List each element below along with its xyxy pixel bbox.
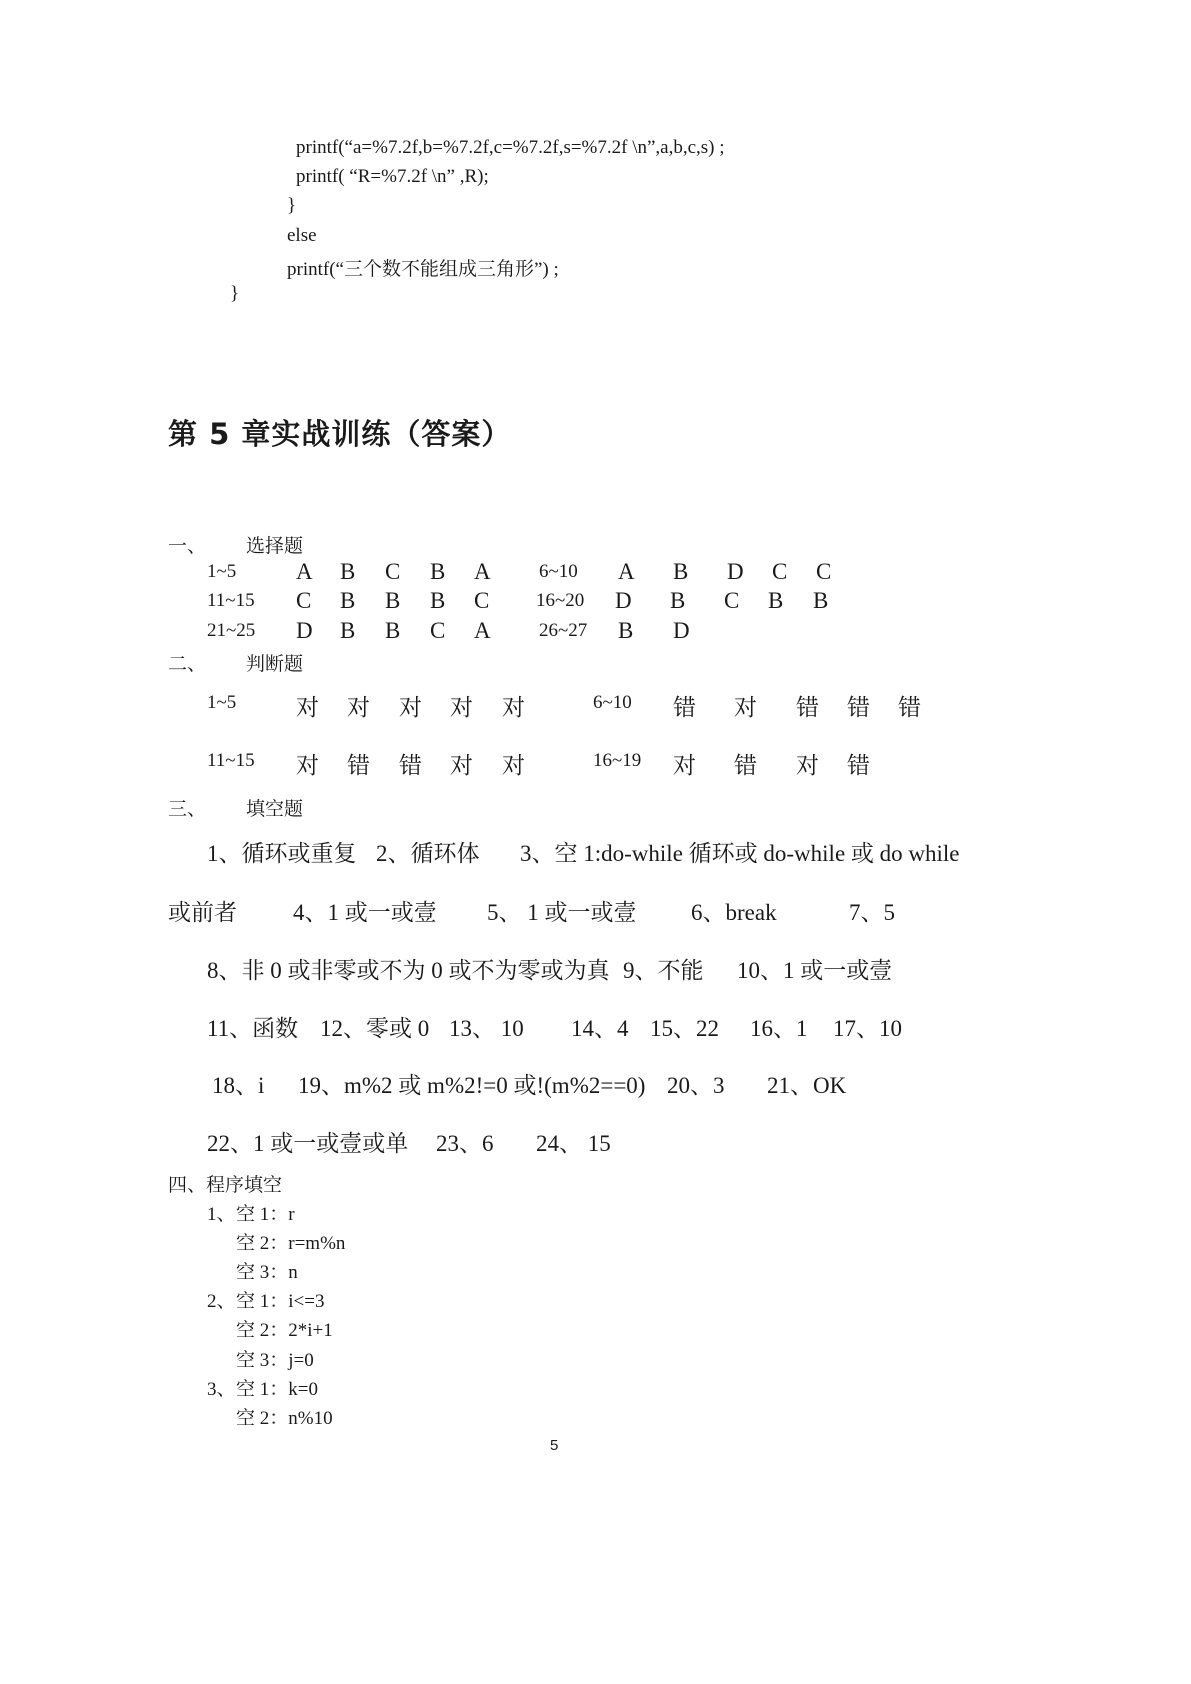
item-number: 2、 bbox=[207, 1291, 236, 1312]
answer: 对 bbox=[296, 753, 319, 778]
fill-answer: 6、break bbox=[691, 900, 777, 925]
answer: D bbox=[615, 588, 632, 613]
answer: 对 bbox=[450, 695, 473, 720]
range-label: 26~27 bbox=[539, 620, 588, 641]
fill-answer: 5、 1 或一或壹 bbox=[487, 900, 637, 925]
range-label: 16~19 bbox=[593, 750, 642, 771]
answer: 错 bbox=[347, 753, 370, 778]
answer: 错 bbox=[898, 695, 921, 720]
fill-answer: 11、函数 bbox=[207, 1016, 299, 1041]
answer: 错 bbox=[673, 695, 696, 720]
fill-answer: 10、1 或一或壹 bbox=[737, 958, 893, 983]
fill-answer: 23、6 bbox=[436, 1131, 494, 1156]
answer: C bbox=[430, 618, 446, 643]
range-label: 6~10 bbox=[539, 561, 578, 582]
blank-answer: 空 2：n%10 bbox=[236, 1408, 333, 1429]
answer: 对 bbox=[450, 753, 473, 778]
fill-answer: 22、1 或一或壹或单 bbox=[207, 1131, 409, 1156]
fill-answer: 24、 15 bbox=[536, 1131, 611, 1156]
fill-answer: 17、10 bbox=[833, 1016, 902, 1041]
answer: B bbox=[385, 588, 401, 613]
section-label: 四、程序填空 bbox=[168, 1175, 283, 1196]
answer: A bbox=[474, 618, 491, 643]
fill-answer: 14、4 bbox=[571, 1016, 629, 1041]
blank-answer: 空 3：n bbox=[236, 1262, 298, 1283]
fill-answer: 8、非 0 或非零或不为 0 或不为零或为真 bbox=[207, 958, 610, 983]
fill-answer: 21、OK bbox=[767, 1073, 847, 1098]
answer: 对 bbox=[399, 695, 422, 720]
answer: A bbox=[618, 559, 635, 584]
answer: C bbox=[474, 588, 490, 613]
answer: C bbox=[816, 559, 832, 584]
answer: 错 bbox=[399, 753, 422, 778]
answer: 对 bbox=[502, 695, 525, 720]
answer: D bbox=[727, 559, 744, 584]
range-label: 21~25 bbox=[207, 620, 256, 641]
answer: 对 bbox=[347, 695, 370, 720]
answer: B bbox=[618, 618, 634, 643]
answer: B bbox=[340, 588, 356, 613]
answer: B bbox=[813, 588, 829, 613]
item-number: 3、 bbox=[207, 1379, 236, 1400]
answer: B bbox=[673, 559, 689, 584]
answer: 对 bbox=[502, 753, 525, 778]
section-label: 填空题 bbox=[246, 799, 304, 820]
range-label: 16~20 bbox=[536, 590, 585, 611]
answer: B bbox=[340, 618, 356, 643]
section-number: 二、 bbox=[168, 654, 207, 675]
answer: A bbox=[474, 559, 491, 584]
answer: C bbox=[385, 559, 401, 584]
chapter-title: 第 5 章实战训练（答案） bbox=[168, 417, 512, 451]
section-label: 选择题 bbox=[246, 536, 304, 557]
fill-answer: 4、1 或一或壹 bbox=[293, 900, 437, 925]
range-label: 1~5 bbox=[207, 692, 237, 713]
blank-answer: 空 3：j=0 bbox=[236, 1350, 314, 1371]
fill-answer: 15、22 bbox=[650, 1016, 719, 1041]
answer: A bbox=[296, 559, 313, 584]
fill-answer: 3、空 1:do-while 循环或 do-while 或 do while bbox=[520, 841, 960, 866]
answer: B bbox=[340, 559, 356, 584]
range-label: 6~10 bbox=[593, 692, 632, 713]
answer: 对 bbox=[734, 695, 757, 720]
answer: 错 bbox=[847, 695, 870, 720]
page-number: 5 bbox=[550, 1437, 559, 1454]
fill-answer: 2、循环体 bbox=[376, 841, 480, 866]
code-line: else bbox=[287, 225, 317, 246]
answer: 对 bbox=[296, 695, 319, 720]
answer: D bbox=[296, 618, 313, 643]
fill-answer: 7、5 bbox=[849, 900, 895, 925]
answer: B bbox=[430, 588, 446, 613]
code-line: } bbox=[287, 195, 297, 216]
fill-answer: 19、m%2 或 m%2!=0 或!(m%2==0) bbox=[298, 1073, 646, 1098]
section-number: 三、 bbox=[168, 799, 207, 820]
code-line: } bbox=[230, 283, 240, 304]
answer: C bbox=[296, 588, 312, 613]
fill-answer: 13、 10 bbox=[449, 1016, 524, 1041]
answer: C bbox=[772, 559, 788, 584]
section-label: 判断题 bbox=[246, 654, 304, 675]
blank-answer: 空 1：i<=3 bbox=[236, 1291, 325, 1312]
blank-answer: 空 2：r=m%n bbox=[236, 1233, 346, 1254]
range-label: 11~15 bbox=[207, 750, 255, 771]
fill-answer: 16、1 bbox=[750, 1016, 808, 1041]
code-line: printf(“a=%7.2f,b=%7.2f,c=%7.2f,s=%7.2f \n”,a,b,c,s) ; bbox=[296, 137, 725, 158]
answer: B bbox=[670, 588, 686, 613]
fill-answer: 或前者 bbox=[168, 900, 237, 925]
answer: 错 bbox=[796, 695, 819, 720]
answer: 对 bbox=[673, 753, 696, 778]
answer: D bbox=[673, 618, 690, 643]
fill-answer: 9、不能 bbox=[623, 958, 704, 983]
range-label: 11~15 bbox=[207, 590, 255, 611]
answer: C bbox=[724, 588, 740, 613]
fill-answer: 1、循环或重复 bbox=[207, 841, 357, 866]
code-line: printf(“三个数不能组成三角形”) ; bbox=[287, 259, 559, 280]
range-label: 1~5 bbox=[207, 561, 237, 582]
blank-answer: 空 1：k=0 bbox=[236, 1379, 318, 1400]
answer: 对 bbox=[796, 753, 819, 778]
blank-answer: 空 1：r bbox=[236, 1204, 295, 1225]
answer: 错 bbox=[734, 753, 757, 778]
fill-answer: 12、零或 0 bbox=[320, 1016, 430, 1041]
fill-answer: 18、i bbox=[212, 1073, 265, 1098]
blank-answer: 空 2：2*i+1 bbox=[236, 1320, 333, 1341]
answer: B bbox=[768, 588, 784, 613]
item-number: 1、 bbox=[207, 1204, 236, 1225]
fill-answer: 20、3 bbox=[667, 1073, 725, 1098]
code-line: printf( “R=%7.2f \n” ,R); bbox=[296, 166, 489, 187]
answer: 错 bbox=[847, 753, 870, 778]
answer: B bbox=[430, 559, 446, 584]
answer: B bbox=[385, 618, 401, 643]
section-number: 一、 bbox=[168, 536, 207, 557]
